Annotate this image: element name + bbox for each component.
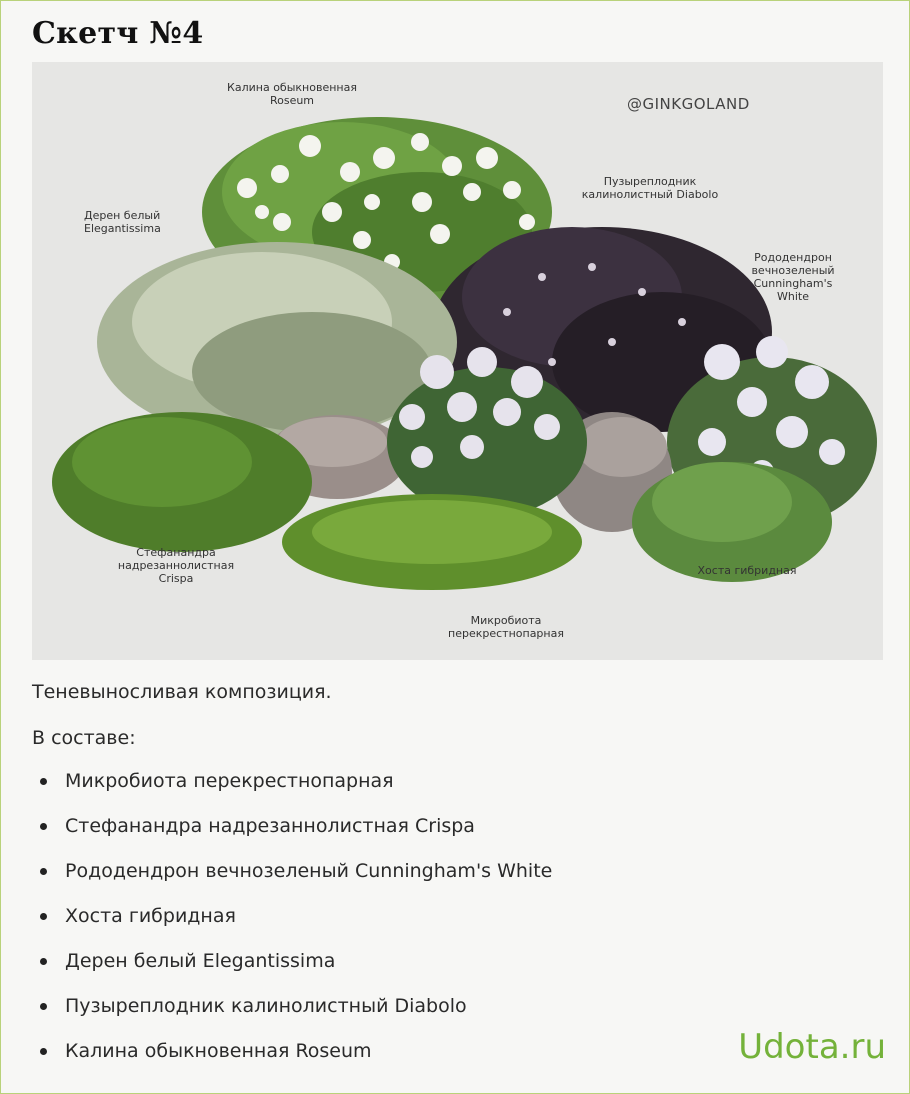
- composition-label: В составе:: [32, 727, 136, 749]
- plant-name: Калина обыкновенная Roseum: [65, 1040, 372, 1062]
- bullet-icon: [40, 1048, 47, 1055]
- sketch-svg: [32, 62, 883, 660]
- site-logo[interactable]: Udota.ru: [738, 1027, 886, 1067]
- bullet-icon: [40, 913, 47, 920]
- bullet-icon: [40, 868, 47, 875]
- list-item: [32, 899, 552, 944]
- list-item: [32, 854, 552, 899]
- label-rodo-line3: Cunningham's: [753, 277, 833, 290]
- label-hosta: Хоста гибридная: [697, 564, 797, 577]
- label-mikro-line2: перекрестнопарная: [448, 627, 564, 640]
- plant-name: Рододендрон вечнозеленый Cunningham's White: [65, 860, 553, 882]
- microbiota-plant: [282, 494, 582, 590]
- plant-name: Пузыреплодник калинолистный Diabolo: [65, 995, 467, 1017]
- label-rodo-line2: вечнозеленый: [751, 264, 835, 277]
- intro-text: Теневыносливая композиция.: [32, 681, 332, 703]
- label-mikro-line1: Микробиота: [470, 614, 542, 627]
- planting-sketch-illustration: [32, 62, 883, 660]
- label-kalina-line1: Калина обыкновенная: [227, 81, 357, 94]
- plant-list: [32, 764, 552, 1079]
- plant-name: Микробиота перекрестнопарная: [65, 770, 394, 792]
- watermark-handle: @GINKGOLAND: [627, 95, 750, 113]
- bullet-icon: [40, 1003, 47, 1010]
- label-deren-line1: Дерен белый: [84, 209, 161, 222]
- label-stef-line1: Стефанандра: [136, 546, 216, 559]
- list-item: [32, 1034, 552, 1079]
- bullet-icon: [40, 958, 47, 965]
- list-item: [32, 944, 552, 989]
- label-kalina-line2: Roseum: [269, 94, 315, 107]
- label-stef-line3: Crispa: [158, 572, 194, 585]
- bullet-icon: [40, 778, 47, 785]
- label-rodo-line4: White: [777, 290, 809, 303]
- label-deren-line2: Elegantissima: [84, 222, 161, 235]
- list-item: [32, 764, 552, 809]
- list-item: [32, 809, 552, 854]
- label-rodo-line1: Рододендрон: [754, 251, 832, 264]
- page-title: Скетч №4: [32, 16, 204, 51]
- plant-name: Дерен белый Elegantissima: [65, 950, 336, 972]
- plant-name: Хоста гибридная: [65, 905, 236, 927]
- list-item: [32, 989, 552, 1034]
- stephanandra-shrub: [52, 412, 312, 552]
- label-puzyr-line1: Пузыреплодник: [603, 175, 697, 188]
- plant-name: Стефанандра надрезаннолистная Crispa: [65, 815, 475, 837]
- bullet-icon: [40, 823, 47, 830]
- label-puzyr-line2: калинолистный Diabolo: [581, 188, 719, 201]
- label-stef-line2: надрезаннолистная: [117, 559, 235, 572]
